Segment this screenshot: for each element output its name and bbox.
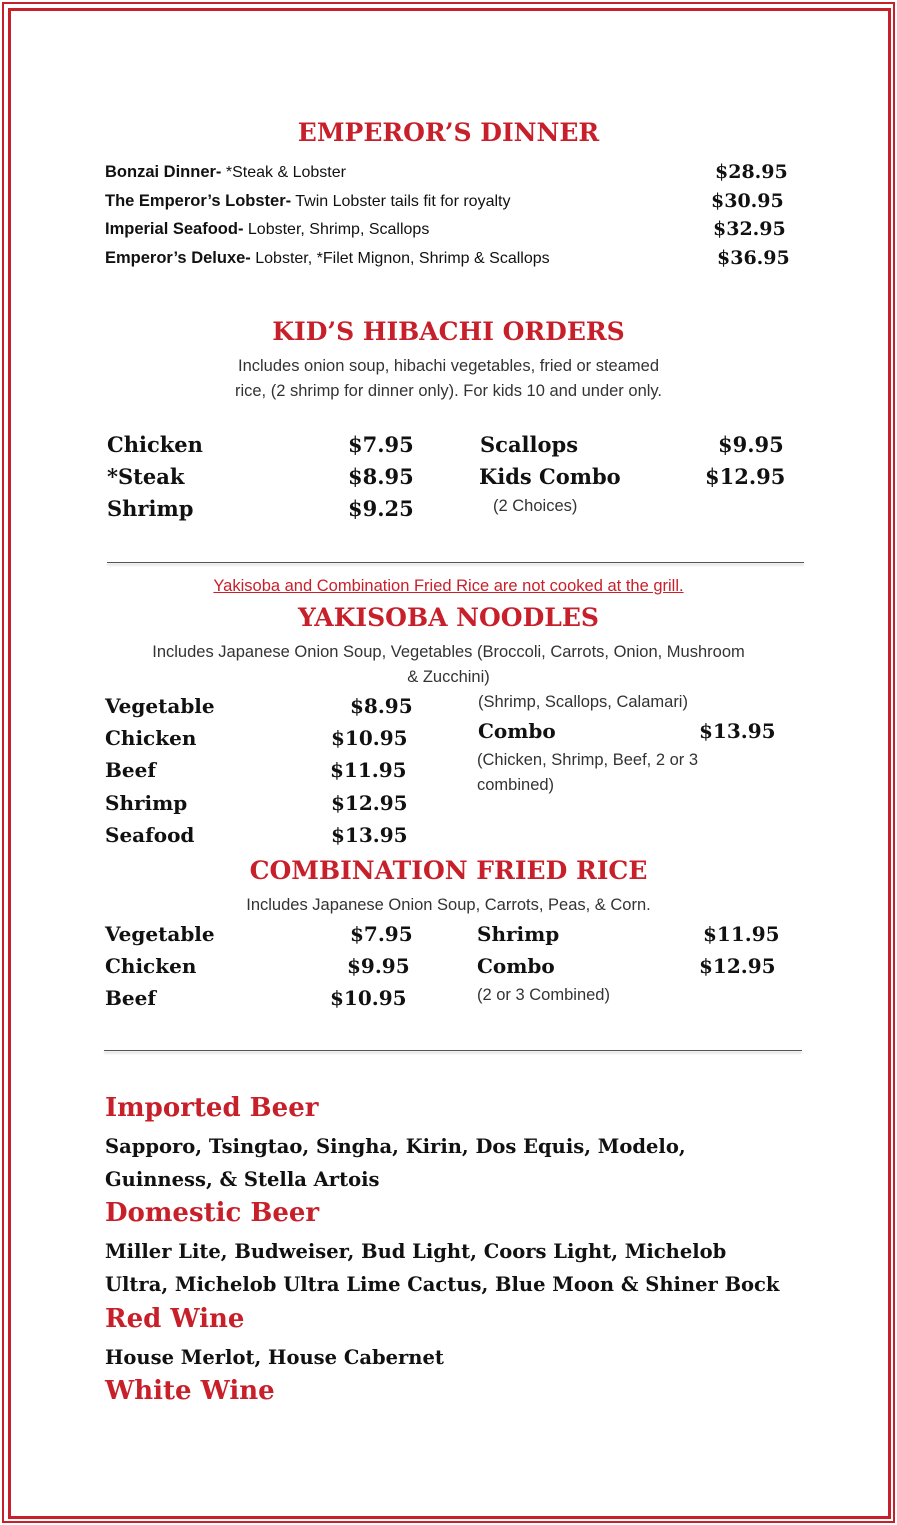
item-desc: Lobster, *Filet Mignon, Shrimp & Scallops — [250, 250, 550, 267]
yakisoba-item-price: $13.95 — [331, 823, 408, 847]
kids-item-price: $9.25 — [348, 496, 414, 521]
yakisoba-desc-line2: & Zucchini) — [407, 668, 490, 686]
item-name: Imperial Seafood- — [105, 220, 244, 238]
yakisoba-item-price: $12.95 — [331, 791, 408, 815]
item-desc: Lobster, Shrimp, Scallops — [243, 221, 430, 238]
domestic-beer-list-line2: Ultra, Michelob Ultra Lime Cactus, Blue Moon & Shiner Bock — [105, 1273, 780, 1296]
emperor-item-2 — [105, 192, 510, 211]
kids-item-price: $8.95 — [348, 464, 414, 489]
emperors-title: EMPEROR’S DINNER — [297, 118, 600, 147]
item-desc: *Steak & Lobster — [221, 164, 346, 181]
fried-rice-item-price: $9.95 — [347, 954, 410, 978]
emperor-item-4 — [105, 249, 550, 268]
kids-item-price: $9.95 — [718, 432, 784, 457]
domestic-beer-title: Domestic Beer — [105, 1198, 320, 1228]
domestic-beer-list-line1: Miller Lite, Budweiser, Bud Light, Coors Light, Michelob — [105, 1240, 727, 1263]
imported-beer-list-line1: Sapporo, Tsingtao, Singha, Kirin, Dos Equis, Modelo, — [105, 1135, 686, 1158]
fried-rice-item-name: Chicken — [105, 954, 197, 978]
divider — [107, 562, 804, 563]
kids-item-price: $7.95 — [348, 432, 414, 457]
fried-rice-item-price: $12.95 — [699, 954, 776, 978]
fried-rice-desc: Includes Japanese Onion Soup, Carrots, Peas, & Corn. — [246, 896, 651, 914]
kids-item-price: $12.95 — [705, 464, 786, 489]
yakisoba-item-name: Shrimp — [105, 791, 188, 815]
yakisoba-combo-note-line2: combined) — [477, 776, 555, 794]
kids-title: KID’S HIBACHI ORDERS — [272, 317, 625, 346]
kids-item-name: *Steak — [107, 464, 185, 489]
seafood-note: (Shrimp, Scallops, Calamari) — [478, 693, 688, 711]
yakisoba-combo-price: $13.95 — [699, 719, 776, 743]
kids-desc-line1: Includes onion soup, hibachi vegetables, fried or steamed — [237, 357, 660, 375]
yakisoba-combo-name: Combo — [478, 719, 556, 743]
emperor-price-1: $28.95 — [715, 161, 788, 183]
fried-rice-item-name: Beef — [105, 986, 156, 1010]
yakisoba-item-price: $8.95 — [350, 694, 413, 718]
yakisoba-item-name: Vegetable — [105, 694, 215, 718]
imported-beer-list-line2: Guinness, & Stella Artois — [105, 1168, 380, 1191]
emperor-price-3: $32.95 — [713, 218, 786, 240]
imported-beer-title: Imported Beer — [105, 1093, 319, 1123]
grill-notice: Yakisoba and Combination Fried Rice are not cooked at the grill. — [213, 577, 684, 595]
item-name: Bonzai Dinner- — [105, 163, 222, 181]
divider — [104, 1050, 802, 1051]
red-wine-title: Red Wine — [105, 1304, 245, 1334]
kids-item-name: Kids Combo — [479, 464, 621, 489]
yakisoba-item-price: $10.95 — [331, 726, 408, 750]
fried-rice-item-price: $10.95 — [330, 986, 407, 1010]
emperor-price-2: $30.95 — [711, 190, 784, 212]
red-wine-list: House Merlot, House Cabernet — [105, 1346, 444, 1369]
fried-rice-item-price: $11.95 — [703, 922, 780, 946]
item-name: The Emperor’s Lobster- — [105, 192, 292, 210]
yakisoba-item-name: Seafood — [105, 823, 195, 847]
white-wine-title: White Wine — [105, 1376, 275, 1406]
fried-rice-item-name: Vegetable — [105, 922, 215, 946]
yakisoba-item-name: Chicken — [105, 726, 197, 750]
yakisoba-title: YAKISOBA NOODLES — [298, 603, 599, 632]
kids-item-name: Chicken — [107, 432, 203, 457]
kids-item-name: Scallops — [480, 432, 579, 457]
yakisoba-combo-note-line1: (Chicken, Shrimp, Beef, 2 or 3 — [477, 751, 699, 769]
fried-rice-combo-note: (2 or 3 Combined) — [477, 986, 610, 1004]
yakisoba-item-name: Beef — [105, 758, 156, 782]
kids-combo-note: (2 Choices) — [493, 497, 578, 515]
kids-item-name: Shrimp — [107, 496, 194, 521]
item-name: Emperor’s Deluxe- — [105, 249, 251, 267]
fried-rice-title: COMBINATION FRIED RICE — [249, 856, 648, 885]
emperor-item-1 — [105, 163, 346, 182]
emperor-item-3 — [105, 220, 429, 239]
emperor-price-4: $36.95 — [717, 247, 790, 269]
yakisoba-desc-line1: Includes Japanese Onion Soup, Vegetables (Broccoli, Carrots, Onion, Mushroom — [152, 643, 745, 661]
item-desc: Twin Lobster tails fit for royalty — [291, 193, 511, 210]
yakisoba-item-price: $11.95 — [330, 758, 407, 782]
fried-rice-item-name: Shrimp — [477, 922, 560, 946]
fried-rice-item-name: Combo — [477, 954, 555, 978]
fried-rice-item-price: $7.95 — [350, 922, 413, 946]
kids-desc-line2: rice, (2 shrimp for dinner only). For kids 10 and under only. — [234, 382, 663, 400]
